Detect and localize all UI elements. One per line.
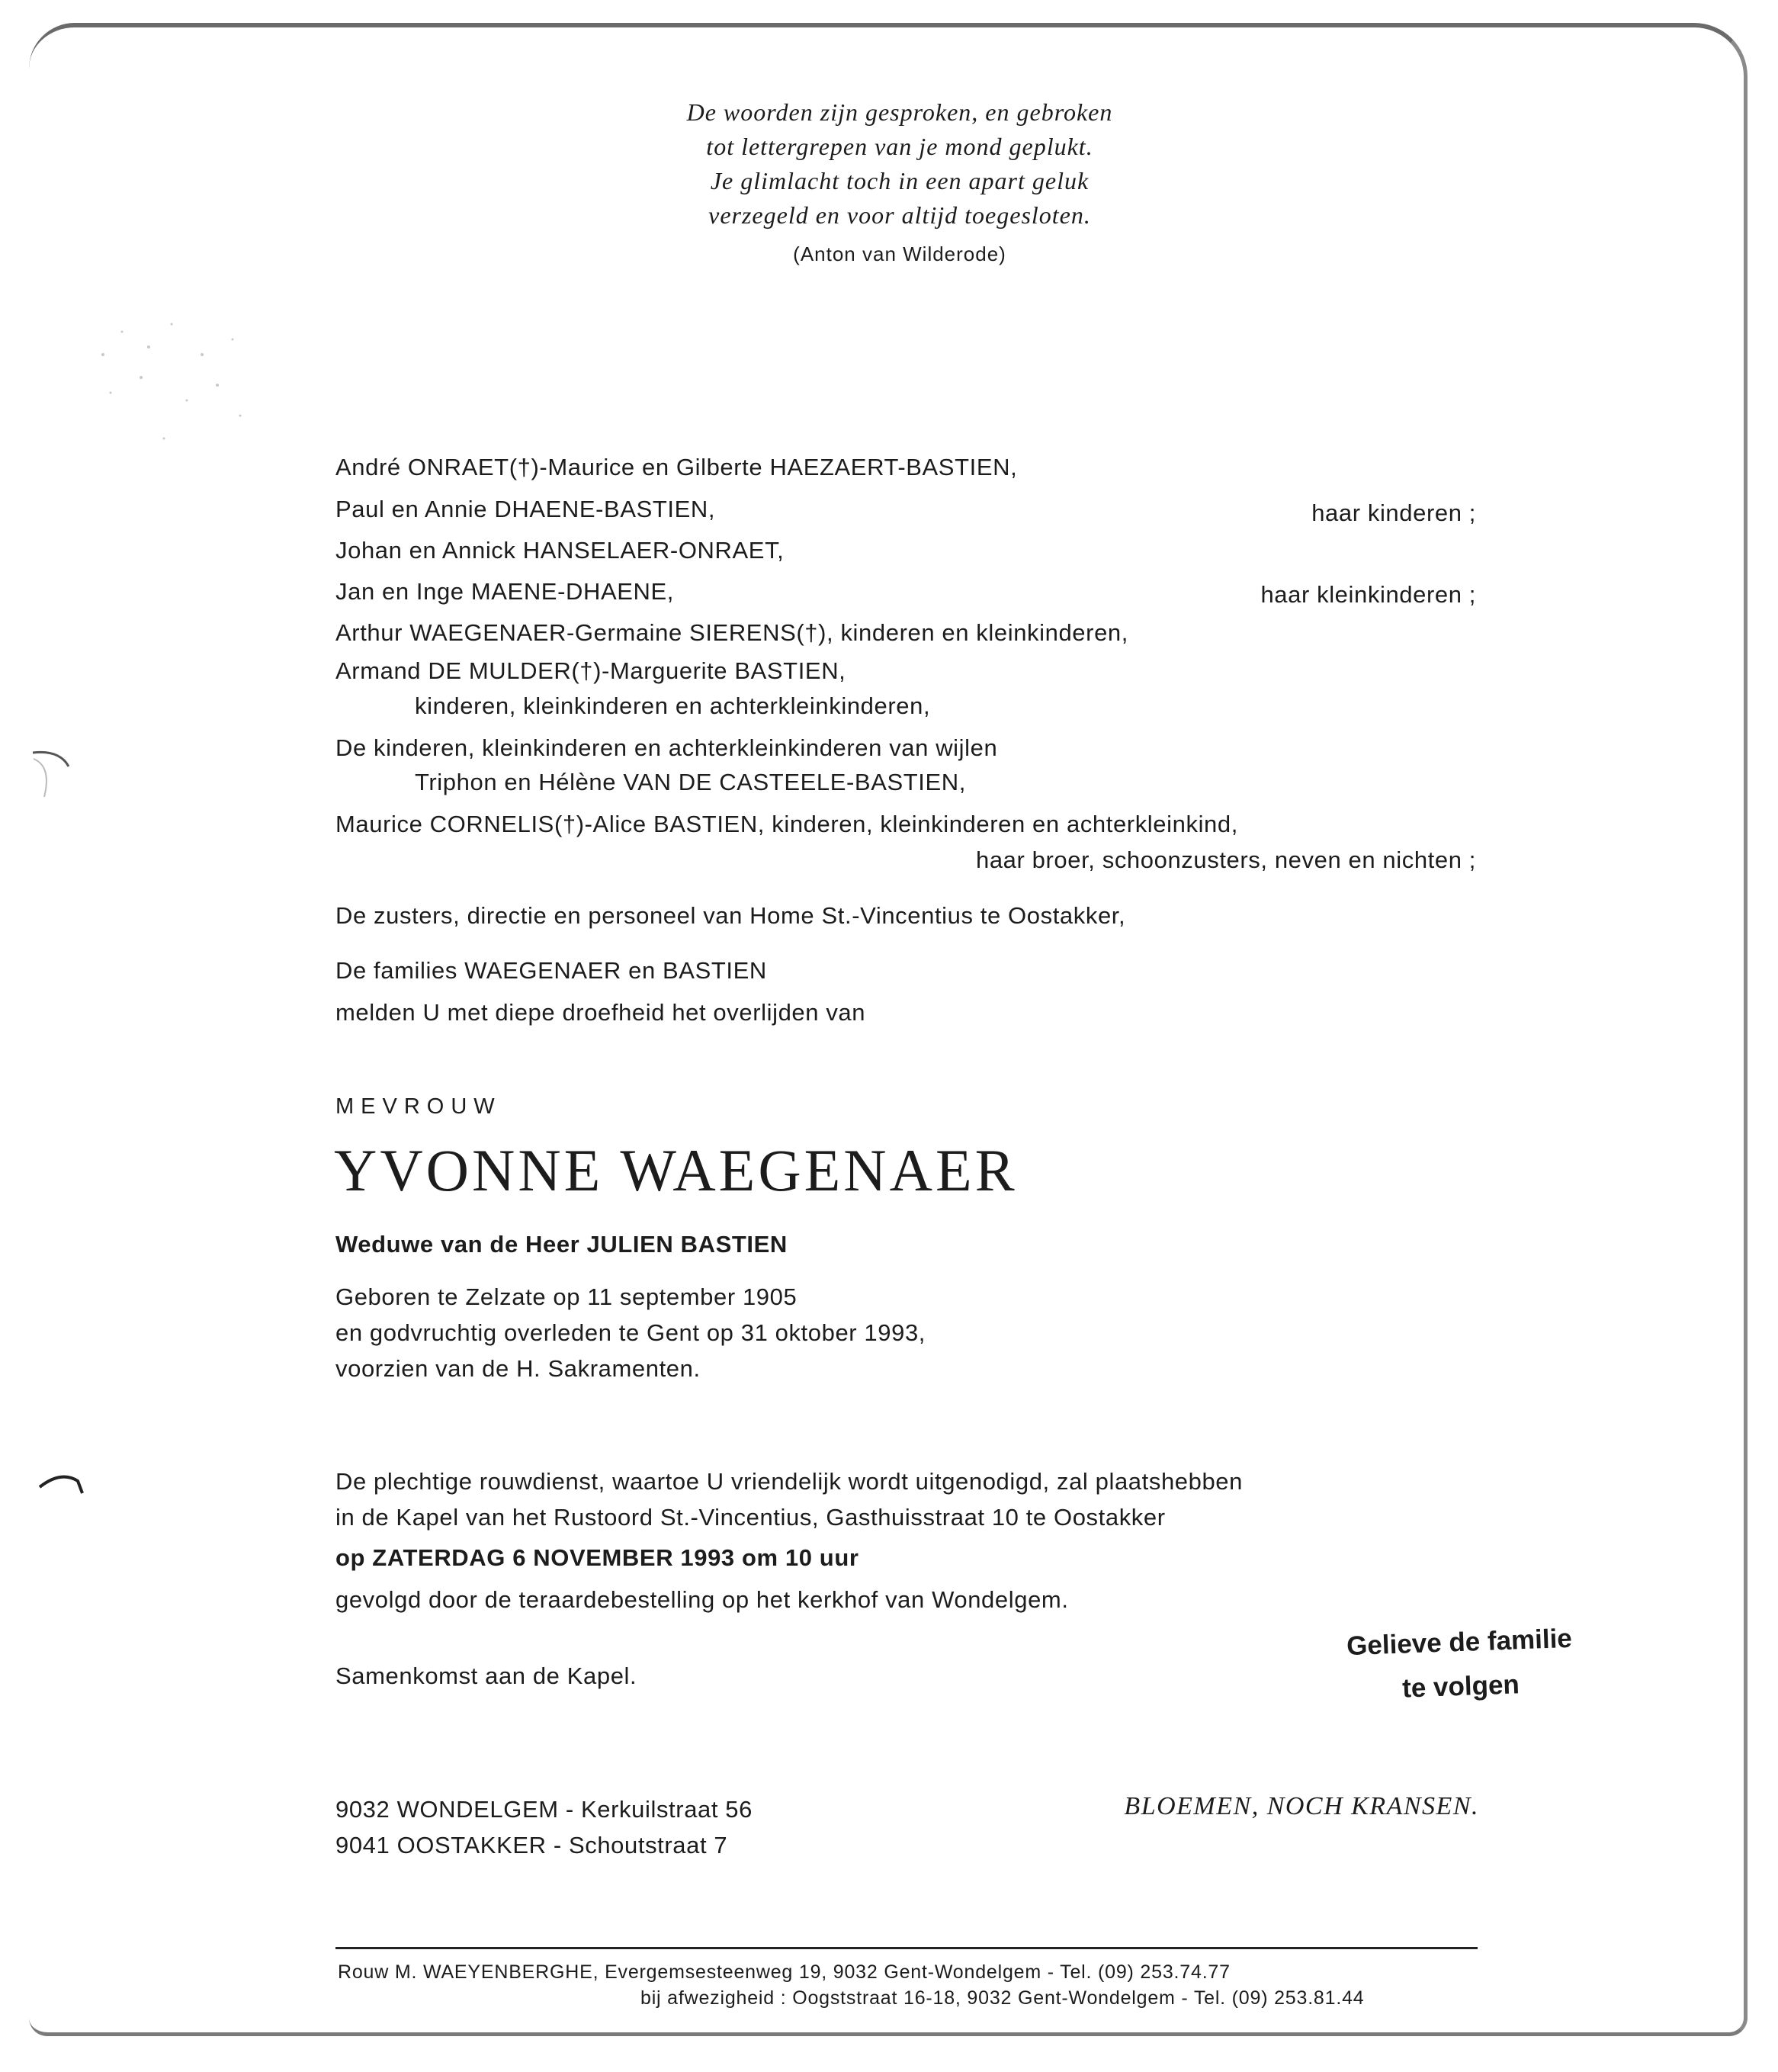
family-line: De kinderen, kleinkinderen en achterkleinkinderen van wijlen — [335, 734, 998, 761]
family-role: haar kinderen ; — [1311, 500, 1476, 526]
family-line: Johan en Annick HANSELAER-ONRAET, — [335, 537, 785, 564]
notice-line: Gelieve de familie — [1346, 1623, 1573, 1662]
deceased-widow: Weduwe van de Heer JULIEN BASTIEN — [335, 1231, 788, 1258]
flowers-notice: BLOEMEN, NOCH KRANSEN. — [1124, 1792, 1479, 1820]
address-line: 9041 OOSTAKKER - Schoutstraat 7 — [335, 1832, 728, 1858]
notice-line: te volgen — [1401, 1669, 1520, 1704]
poem-author: (Anton van Wilderode) — [793, 243, 1006, 265]
service-meeting: Samenkomst aan de Kapel. — [335, 1662, 637, 1689]
family-line: Jan en Inge MAENE-DHAENE, — [335, 578, 675, 605]
poem — [595, 95, 1205, 233]
family-line: Maurice CORNELIS(†)-Alice BASTIEN, kinderen, kleinkinderen en achterkleinkind, — [335, 811, 1238, 837]
punch-hole-mark-bottom — [38, 1464, 84, 1521]
service-line: De plechtige rouwdienst, waartoe U vriendelijk wordt uitgenodigd, zal plaatshebben — [335, 1468, 1243, 1495]
family-line: De zusters, directie en personeel van Home St.-Vincentius te Oostakker, — [335, 902, 1126, 929]
family-line: Paul en Annie DHAENE-BASTIEN, — [335, 496, 716, 522]
family-line: melden U met diepe droefheid het overlijden van — [335, 999, 866, 1026]
poem-line: verzegeld en voor altijd toegesloten. — [708, 201, 1091, 229]
footer-line: bij afwezigheid : Oogststraat 16-18, 9032 Gent-Wondelgem - Tel. (09) 253.81.44 — [640, 1987, 1365, 2009]
family-line: De families WAEGENAER en BASTIEN — [335, 957, 767, 984]
poem-line: tot lettergrepen van je mond geplukt. — [706, 133, 1093, 160]
family-role: haar kleinkinderen ; — [1260, 581, 1476, 608]
service-date: op ZATERDAG 6 NOVEMBER 1993 om 10 uur — [335, 1544, 859, 1571]
family-line: Arthur WAEGENAER-Germaine SIERENS(†), kinderen en kleinkinderen, — [335, 619, 1128, 646]
family-line: Armand DE MULDER(†)-Marguerite BASTIEN, — [335, 657, 846, 684]
follow-family-notice — [1310, 1615, 1610, 1714]
footer-line: Rouw M. WAEYENBERGHE, Evergemsesteenweg 19, 9032 Gent-Wondelgem - Tel. (09) 253.74.77 — [338, 1961, 1231, 1983]
address-line: 9032 WONDELGEM - Kerkuilstraat 56 — [335, 1796, 753, 1823]
poem-line: Je glimlacht toch in een apart geluk — [710, 167, 1090, 194]
family-line: Triphon en Hélène VAN DE CASTEELE-BASTIEN, — [415, 769, 966, 795]
service-line: gevolgd door de teraardebestelling op het kerkhof van Wondelgem. — [335, 1586, 1069, 1613]
deceased-title: MEVROUW — [335, 1094, 502, 1119]
scan-specks — [88, 309, 263, 461]
family-role: haar broer, schoonzusters, neven en nichten ; — [975, 846, 1476, 873]
deceased-died: en godvruchtig overleden te Gent op 31 oktober 1993, — [335, 1319, 926, 1346]
poem-line: De woorden zijn gesproken, en gebroken — [686, 98, 1113, 126]
family-line: André ONRAET(†)-Maurice en Gilberte HAEZAERT-BASTIEN, — [335, 454, 1018, 480]
deceased-name: YVONNE WAEGENAER — [334, 1137, 1018, 1203]
family-line: kinderen, kleinkinderen en achterkleinkinderen, — [415, 692, 931, 719]
card-border — [29, 23, 1748, 2036]
deceased-sacraments: voorzien van de H. Sakramenten. — [335, 1355, 701, 1382]
footer-divider — [335, 1947, 1478, 1949]
punch-hole-mark-top — [29, 744, 75, 801]
deceased-born: Geboren te Zelzate op 11 september 1905 — [335, 1283, 798, 1310]
service-line: in de Kapel van het Rustoord St.-Vincentius, Gasthuisstraat 10 te Oostakker — [335, 1504, 1166, 1531]
